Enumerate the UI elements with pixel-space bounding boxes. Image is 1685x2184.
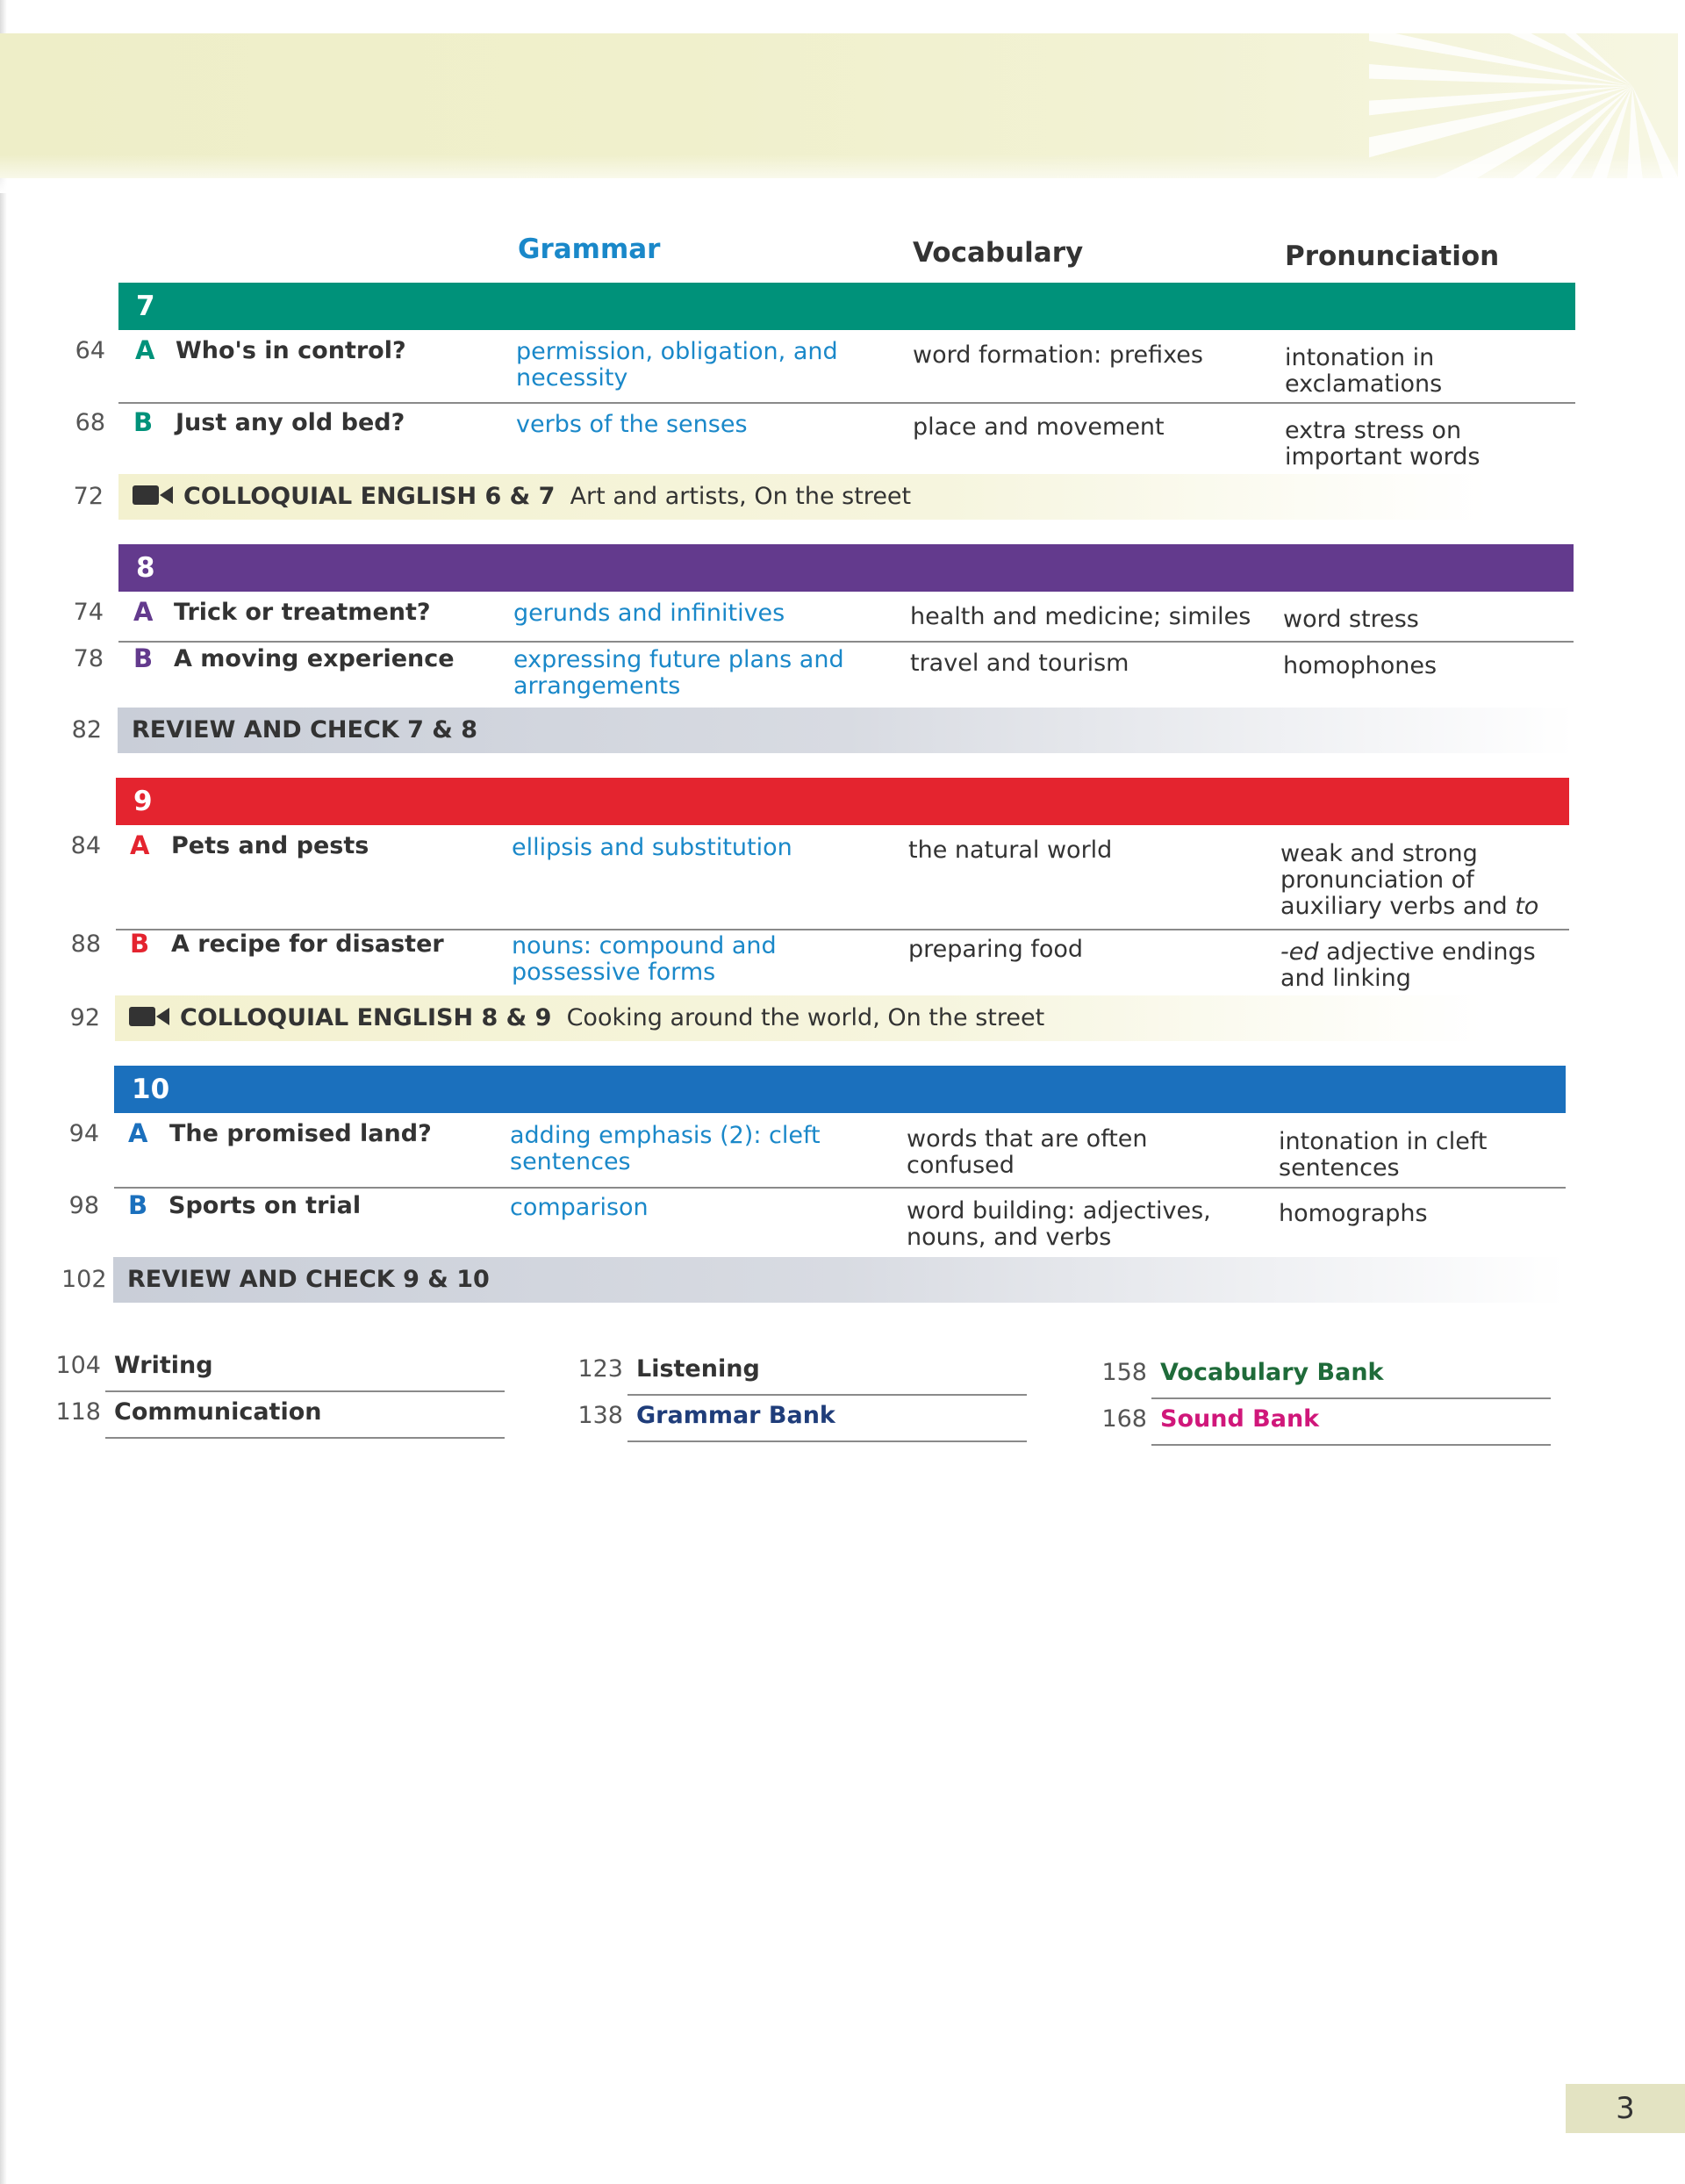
footer-page-number: 118 — [55, 1398, 101, 1426]
lesson-grammar: nouns: compound and possessive forms — [512, 932, 777, 986]
lesson-letter: B — [128, 1190, 148, 1220]
footer-rule — [105, 1390, 505, 1392]
lesson-title: Who's in control? — [176, 337, 406, 364]
lesson-pronunciation: intonation in exclamations — [1285, 344, 1443, 398]
lesson-vocabulary: place and movement — [913, 413, 1165, 441]
lesson-page-number: 78 — [73, 645, 104, 672]
band-label: REVIEW AND CHECK 9 & 10 — [127, 1266, 490, 1293]
lesson-title: Sports on trial — [168, 1192, 362, 1219]
page-edge-shadow — [0, 0, 7, 2184]
review-and-check-band — [113, 1257, 1566, 1303]
lesson-pronunciation — [1280, 841, 1570, 920]
colloquial-english-band — [115, 995, 1484, 1041]
video-camera-icon — [133, 484, 173, 506]
lesson-grammar: adding emphasis (2): cleft sentences — [510, 1122, 821, 1175]
lesson-pronunciation: intonation in cleft sentences — [1279, 1128, 1488, 1182]
lesson-page-number: 84 — [70, 832, 101, 859]
band-label: COLLOQUIAL ENGLISH 8 & 9 — [180, 1004, 552, 1031]
lesson-title: Trick or treatment? — [174, 599, 431, 626]
footer-rule — [627, 1440, 1027, 1442]
pronunciation-text: weak and strong pronunciation of auxiliary verbs and — [1280, 840, 1516, 920]
lesson-title: Just any old bed? — [176, 409, 405, 436]
lesson-vocabulary: the natural world — [908, 837, 1113, 864]
lesson-title: The promised land? — [169, 1120, 432, 1147]
unit-number: 9 — [133, 786, 153, 817]
lesson-title: A moving experience — [174, 645, 455, 672]
lesson-letter: B — [133, 407, 154, 437]
unit-number: 8 — [136, 552, 155, 584]
page-number: 3 — [1566, 2084, 1685, 2133]
colloquial-english-band — [118, 474, 1488, 520]
lesson-page-number: 64 — [75, 337, 105, 364]
footer-label: Communication — [114, 1398, 322, 1426]
unit-bar-8 — [118, 544, 1574, 592]
band-page-number: 82 — [71, 716, 102, 744]
lesson-title: Pets and pests — [171, 832, 369, 859]
column-heading-grammar: Grammar — [518, 233, 661, 265]
band-label: REVIEW AND CHECK 7 & 8 — [132, 716, 478, 744]
footer-page-number: 123 — [577, 1355, 623, 1383]
unit-number: 7 — [136, 291, 155, 322]
row-divider — [114, 1187, 1566, 1189]
footer-label: Writing — [114, 1352, 213, 1379]
footer-rule — [1151, 1444, 1551, 1446]
footer-rule — [105, 1437, 505, 1439]
pronunciation-italic: -ed — [1280, 938, 1319, 966]
unit-bar-7 — [118, 283, 1575, 330]
unit-bar-10 — [114, 1066, 1566, 1113]
lesson-pronunciation: extra stress on important words — [1285, 417, 1481, 471]
footer-label: Vocabulary Bank — [1160, 1359, 1384, 1386]
band-text: Art and artists, On the street — [570, 483, 912, 510]
video-camera-icon — [129, 1005, 169, 1028]
lesson-page-number: 88 — [70, 930, 101, 958]
footer-label: Grammar Bank — [636, 1402, 835, 1429]
lesson-pronunciation: homographs — [1279, 1200, 1428, 1227]
lesson-page-number: 98 — [68, 1192, 99, 1219]
footer-label: Listening — [636, 1355, 760, 1383]
lesson-letter: B — [130, 929, 150, 959]
lesson-pronunciation — [1280, 939, 1570, 992]
band-label: COLLOQUIAL ENGLISH 6 & 7 — [183, 483, 556, 510]
band-text: Cooking around the world, On the street — [566, 1004, 1045, 1031]
lesson-page-number: 74 — [73, 599, 104, 626]
lesson-pronunciation: homophones — [1283, 652, 1438, 679]
footer-rule — [1151, 1397, 1551, 1399]
lesson-title: A recipe for disaster — [171, 930, 444, 958]
column-heading-vocabulary: Vocabulary — [913, 237, 1084, 269]
lesson-page-number: 68 — [75, 409, 105, 436]
band-page-number: 92 — [69, 1004, 100, 1031]
row-divider — [118, 402, 1575, 404]
footer-page-number: 168 — [1101, 1405, 1147, 1433]
lesson-pronunciation: word stress — [1283, 606, 1419, 633]
band-page-number: 102 — [61, 1266, 107, 1293]
footer-page-number: 158 — [1101, 1359, 1147, 1386]
lesson-vocabulary: health and medicine; similes — [910, 603, 1251, 630]
lesson-vocabulary: word formation: prefixes — [913, 341, 1203, 369]
lesson-vocabulary: words that are often confused — [907, 1125, 1148, 1179]
footer-label: Sound Bank — [1160, 1405, 1320, 1433]
lesson-grammar: ellipsis and substitution — [512, 834, 792, 861]
footer-rule — [627, 1394, 1027, 1396]
lesson-grammar: expressing future plans and arrangements — [513, 646, 844, 700]
review-and-check-band — [118, 708, 1574, 753]
lesson-letter: A — [130, 830, 150, 860]
lesson-letter: B — [133, 643, 154, 673]
footer-page-number: 138 — [577, 1402, 623, 1429]
column-heading-pronunciation: Pronunciation — [1285, 241, 1500, 272]
unit-number: 10 — [132, 1074, 170, 1105]
row-divider — [118, 641, 1574, 643]
lesson-vocabulary: word building: adjectives, nouns, and verbs — [907, 1197, 1211, 1251]
banner-fade — [0, 0, 1685, 193]
band-page-number: 72 — [73, 483, 104, 510]
footer-page-number: 104 — [55, 1352, 101, 1379]
lesson-grammar: permission, obligation, and necessity — [516, 338, 838, 392]
lesson-grammar: verbs of the senses — [516, 411, 748, 438]
lesson-letter: A — [128, 1118, 148, 1148]
pronunciation-text: adjective endings and linking — [1280, 938, 1536, 992]
lesson-vocabulary: travel and tourism — [910, 650, 1129, 677]
lesson-vocabulary: preparing food — [908, 936, 1084, 963]
lesson-letter: A — [133, 597, 154, 627]
lesson-grammar: comparison — [510, 1194, 649, 1221]
lesson-grammar: gerunds and infinitives — [513, 600, 785, 627]
unit-bar-9 — [116, 778, 1569, 825]
pronunciation-italic: to — [1515, 893, 1539, 920]
lesson-letter: A — [135, 335, 155, 365]
lesson-page-number: 94 — [68, 1120, 99, 1147]
